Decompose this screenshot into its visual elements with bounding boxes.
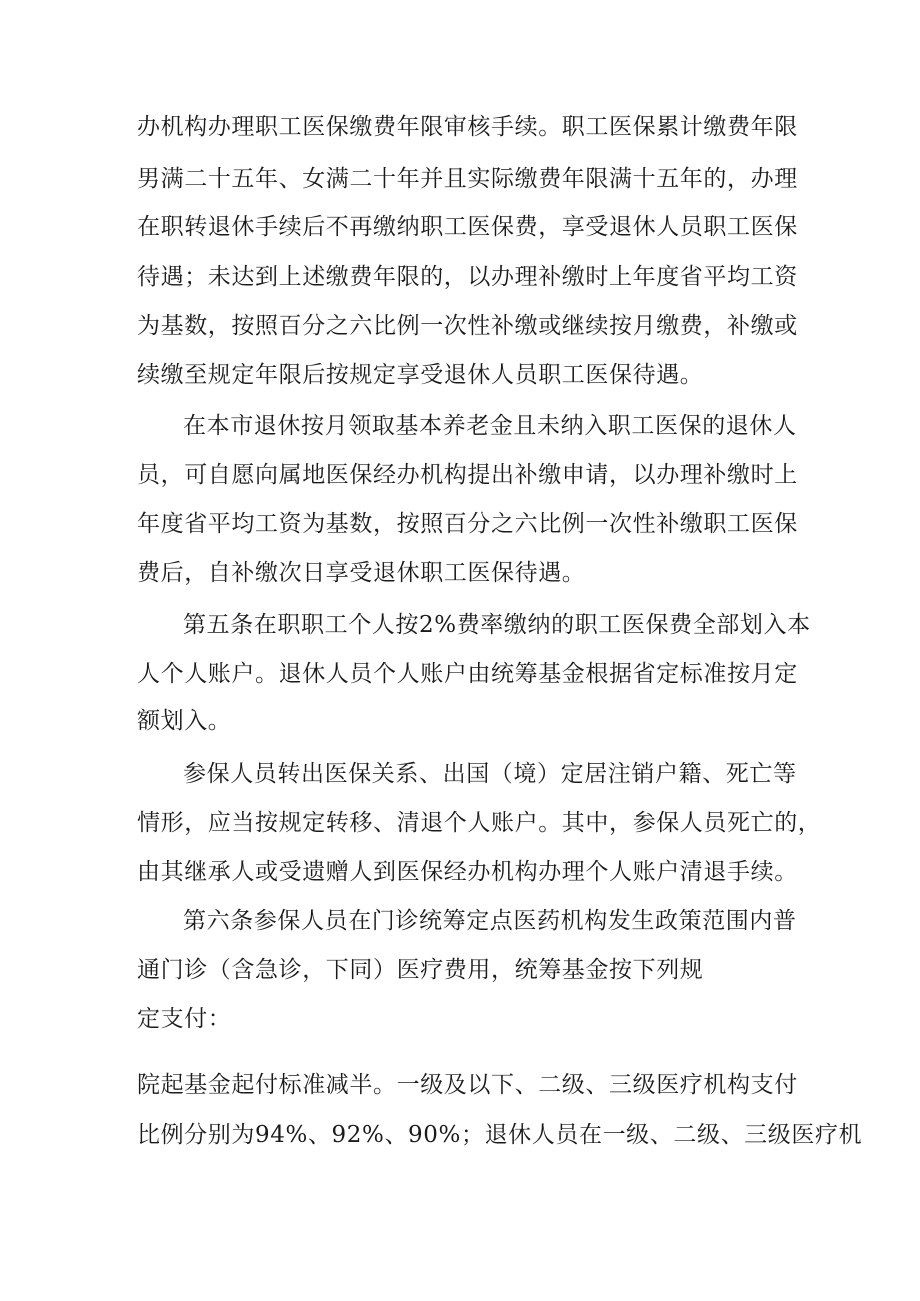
paragraph-first-line: 参保人员转出医保关系、出国（境）定居注销户籍、死亡等 xyxy=(183,761,797,787)
paragraph-first-line: 第五条在职职工个人按2%费率缴纳的职工医保费全部划入本 xyxy=(183,612,811,638)
text-line: 定支付： xyxy=(137,1006,232,1032)
text-line: 为基数，按照百分之六比例一次性补缴或继续按月缴费，补缴或 xyxy=(137,313,798,339)
text-line: 员，可自愿向属地医保经办机构提出补缴申请，以办理补缴时上 xyxy=(137,462,798,488)
text-line: 人个人账户。退休人员个人账户由统筹基金根据省定标准按月定 xyxy=(137,661,798,687)
text-line: 待遇；未达到上述缴费年限的，以办理补缴时上年度省平均工资 xyxy=(137,264,798,290)
text-line: 通门诊（含急诊，下同）医疗费用，统筹基金按下列规 xyxy=(137,957,704,983)
text-line: 情形，应当按规定转移、清退个人账户。其中，参保人员死亡的， xyxy=(137,810,822,836)
text-line: 续缴至规定年限后按规定享受退休人员职工医保待遇。 xyxy=(137,362,704,388)
text-line: 院起基金起付标准减半。一级及以下、二级、三级医疗机构支付 xyxy=(137,1072,798,1098)
paragraph-first-line: 在本市退休按月领取基本养老金且未纳入职工医保的退休人 xyxy=(183,413,797,439)
text-line: 年度省平均工资为基数，按照百分之六比例一次性补缴职工医保 xyxy=(137,511,798,537)
text-line: 由其继承人或受遗赠人到医保经办机构办理个人账户清退手续。 xyxy=(137,859,798,885)
paragraph-first-line: 第六条参保人员在门诊统筹定点医药机构发生政策范围内普 xyxy=(183,908,797,934)
text-line: 比例分别为94%、92%、90%；退休人员在一级、二级、三级医疗机 xyxy=(137,1122,863,1148)
text-line: 在职转退休手续后不再缴纳职工医保费，享受退休人员职工医保 xyxy=(137,214,798,240)
text-line: 费后，自补缴次日享受退休职工医保待遇。 xyxy=(137,560,586,586)
text-line: 男满二十五年、女满二十年并且实际缴费年限满十五年的，办理 xyxy=(137,166,798,192)
text-line: 额划入。 xyxy=(137,708,232,734)
text-line: 办机构办理职工医保缴费年限审核手续。职工医保累计缴费年限 xyxy=(137,114,798,140)
